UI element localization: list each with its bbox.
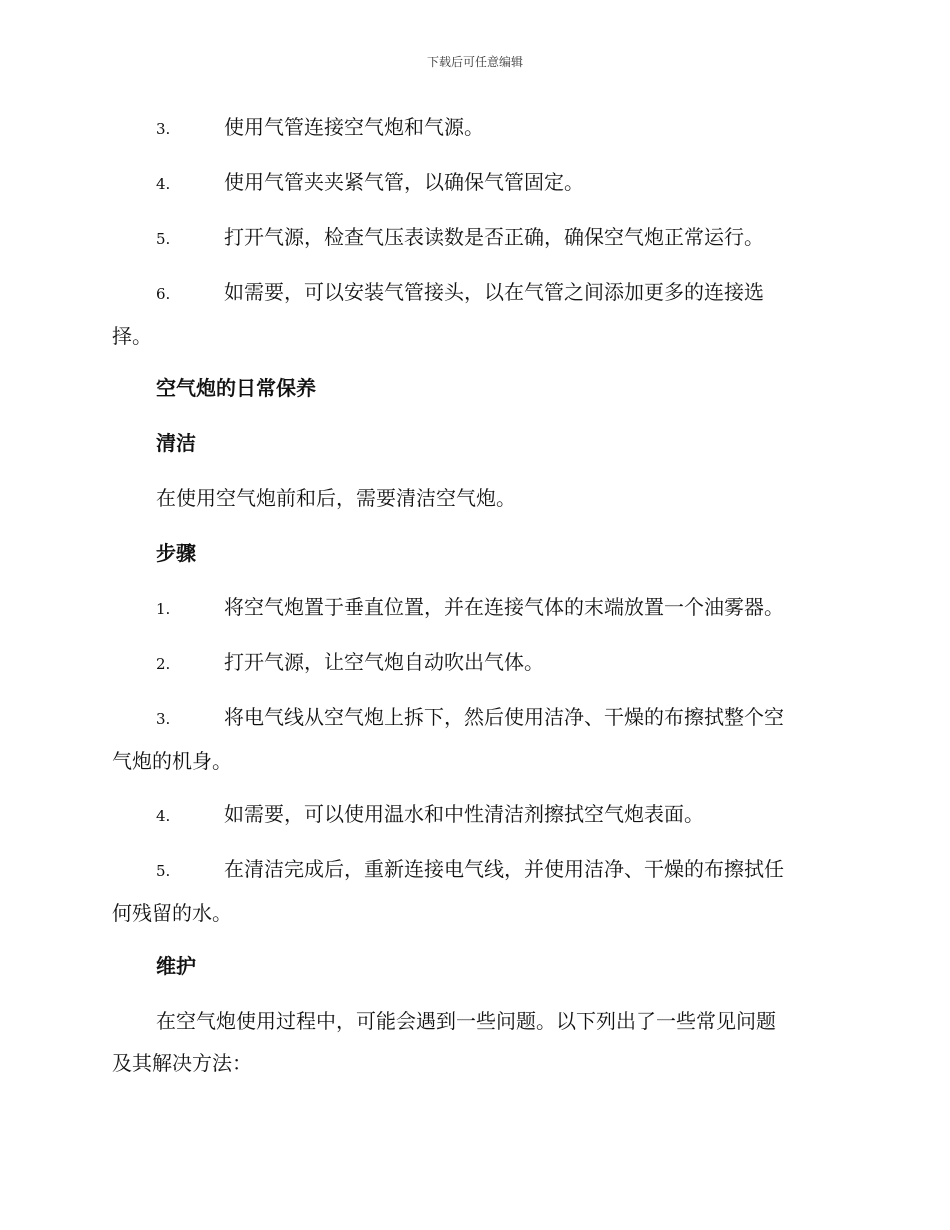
list-number: 5. xyxy=(156,862,171,880)
list-item xyxy=(112,586,834,630)
list-item xyxy=(112,793,834,837)
maintenance-intro: 在空气炮使用过程中，可能会遇到一些问题。以下列出了一些常见问题 及其解决方法： xyxy=(112,1009,776,1075)
list-text: 如需要，可以安装气管接头，以在气管之间添加更多的连接选 xyxy=(224,280,764,304)
list-number: 6. xyxy=(156,285,171,303)
list-text: 将电气线从空气炮上拆下，然后使用洁净、干燥的布擦拭整个空 xyxy=(224,705,784,729)
list-item xyxy=(112,161,834,205)
list-item xyxy=(112,106,834,150)
list-item xyxy=(112,271,834,357)
list-item xyxy=(112,216,834,260)
list-number: 3. xyxy=(156,120,171,138)
list-text: 打开气源，让空气炮自动吹出气体。 xyxy=(224,650,544,674)
list-text: 如需要，可以使用温水和中性清洁剂擦拭空气炮表面。 xyxy=(224,802,704,826)
list-number: 1. xyxy=(156,600,171,618)
list-number: 4. xyxy=(156,175,171,193)
list-text-continued: 气炮的机身。 xyxy=(112,749,232,773)
list-item xyxy=(112,641,834,685)
list-number: 3. xyxy=(156,710,171,728)
list-number: 5. xyxy=(156,230,171,248)
list-number: 4. xyxy=(156,807,171,825)
page-header: 下载后可任意编辑 xyxy=(426,55,523,69)
maintenance-heading: 维护 xyxy=(156,954,196,978)
list-text: 将空气炮置于垂直位置，并在连接气体的末端放置一个油雾器。 xyxy=(224,595,784,619)
list-text: 使用气管夹夹紧气管，以确保气管固定。 xyxy=(224,170,584,194)
list-item xyxy=(112,848,834,934)
cleaning-heading: 清洁 xyxy=(156,431,196,455)
list-text: 在清洁完成后，重新连接电气线，并使用洁净、干燥的布擦拭任 xyxy=(224,857,784,881)
list-text: 打开气源，检查气压表读数是否正确，确保空气炮正常运行。 xyxy=(224,225,764,249)
cleaning-intro: 在使用空气炮前和后，需要清洁空气炮。 xyxy=(156,486,516,510)
list-text-continued: 择。 xyxy=(112,324,152,348)
section-heading: 空气炮的日常保养 xyxy=(156,376,316,400)
steps-heading: 步骤 xyxy=(156,541,196,565)
list-number: 2. xyxy=(156,655,171,673)
list-text-continued: 何残留的水。 xyxy=(112,901,232,925)
list-text: 使用气管连接空气炮和气源。 xyxy=(224,115,484,139)
list-item xyxy=(112,696,834,782)
